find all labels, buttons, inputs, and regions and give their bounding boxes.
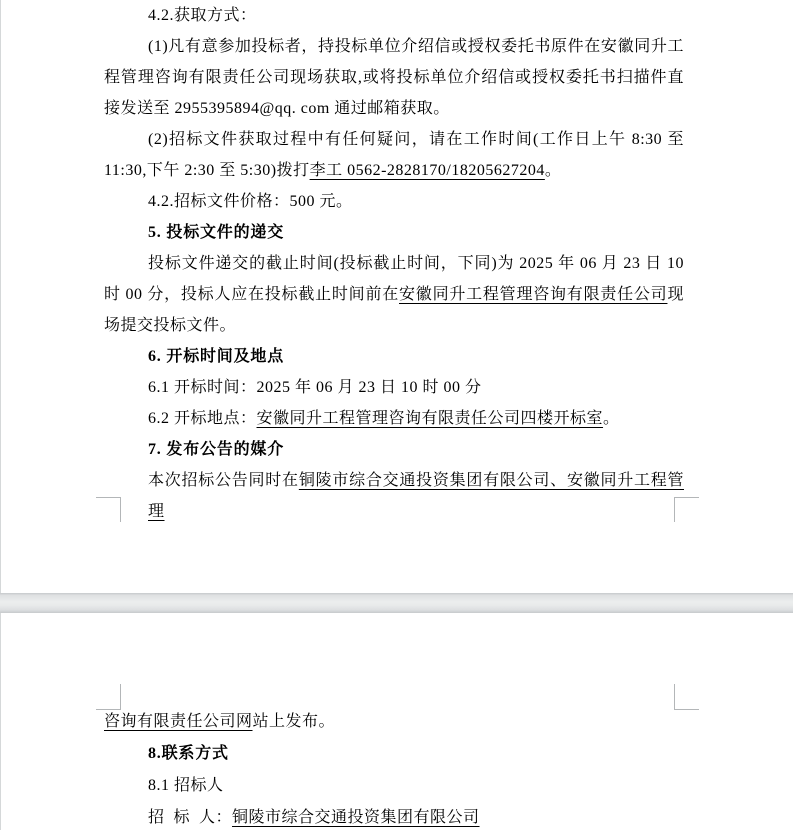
text-segment: 现 <box>667 286 684 303</box>
text-segment: 4.2.招标文件价格：500 元。 <box>148 193 353 210</box>
text-line <box>104 62 684 93</box>
text-line <box>104 248 684 279</box>
text-line <box>104 403 684 434</box>
text-segment: 接发送至 2955395894@qq. com 通过邮箱获取。 <box>104 100 450 117</box>
text-segment: 时 00 分，投标人应在投标截止时间前在 <box>104 286 400 303</box>
text-segment: 投标文件递交的截止时间(投标截止时间，下同)为 2025 年 06 月 23 日 10 <box>148 255 684 272</box>
page1-bottom-right-margin-mark <box>674 497 699 522</box>
text-line <box>104 434 684 465</box>
text-line <box>104 341 684 372</box>
text-segment: 场提交投标文件。 <box>104 317 237 334</box>
text-segment: 招 标 人： <box>148 809 233 826</box>
text-segment: 。 <box>603 410 620 427</box>
underlined-text: 铜陵市综合交通投资集团有限公司 <box>232 809 480 826</box>
text-segment: 8.1 招标人 <box>148 777 224 794</box>
text-line <box>104 217 684 248</box>
text-segment: 程管理咨询有限责任公司现场获取,或将投标单位介绍信或授权委托书扫描件直 <box>104 69 684 86</box>
text-segment: 7. 发布公告的媒介 <box>148 441 285 458</box>
text-line <box>104 738 684 770</box>
text-segment: 本次招标公告同时在 <box>148 472 299 489</box>
text-line <box>104 465 684 520</box>
underlined-text: 李工 0562-2828170/18205627204 <box>309 162 545 179</box>
text-line <box>104 770 684 802</box>
text-segment: 11:30,下午 2:30 至 5:30)拨打 <box>104 162 310 179</box>
text-line <box>104 155 684 186</box>
text-segment: 4.2.获取方式： <box>148 7 257 24</box>
text-segment: (2)招标文件获取过程中有任何疑问，请在工作时间(工作日上午 8:30 至 <box>148 131 684 148</box>
page1-bottom-left-margin-mark <box>96 497 121 522</box>
underlined-text: 安徽同升工程管理咨询有限责任公司四楼开标室 <box>256 410 604 427</box>
text-segment: 6.1 开标时间：2025 年 06 月 23 日 10 时 00 分 <box>148 379 482 396</box>
text-segment: 6. 开标时间及地点 <box>148 348 285 365</box>
text-line <box>104 706 684 738</box>
underlined-text: 安徽同升工程管理咨询有限责任公司 <box>399 286 668 303</box>
text-line <box>104 93 684 124</box>
text-line <box>104 124 684 155</box>
text-line <box>104 279 684 310</box>
text-line <box>104 0 684 31</box>
text-line <box>104 372 684 403</box>
page-gap-divider <box>0 593 793 613</box>
text-line <box>104 186 684 217</box>
page1-text-area <box>104 0 684 520</box>
text-segment: 8.联系方式 <box>148 745 229 762</box>
text-line <box>104 31 684 62</box>
text-segment: 。 <box>544 162 562 179</box>
text-segment: 5. 投标文件的递交 <box>148 224 285 241</box>
text-line <box>104 310 684 341</box>
underlined-text: 铜陵市综合交通投资集团有限公司、安徽同升工程管理 <box>148 472 684 520</box>
text-line <box>104 802 684 834</box>
underlined-text: 咨询有限责任公司网 <box>104 713 253 730</box>
page2-text-area <box>104 706 684 834</box>
text-segment: 站上发布。 <box>252 713 336 730</box>
text-segment: 6.2 开标地点： <box>148 410 257 427</box>
text-segment: (1)凡有意参加投标者，持投标单位介绍信或授权委托书原件在安徽同升工 <box>148 38 684 55</box>
